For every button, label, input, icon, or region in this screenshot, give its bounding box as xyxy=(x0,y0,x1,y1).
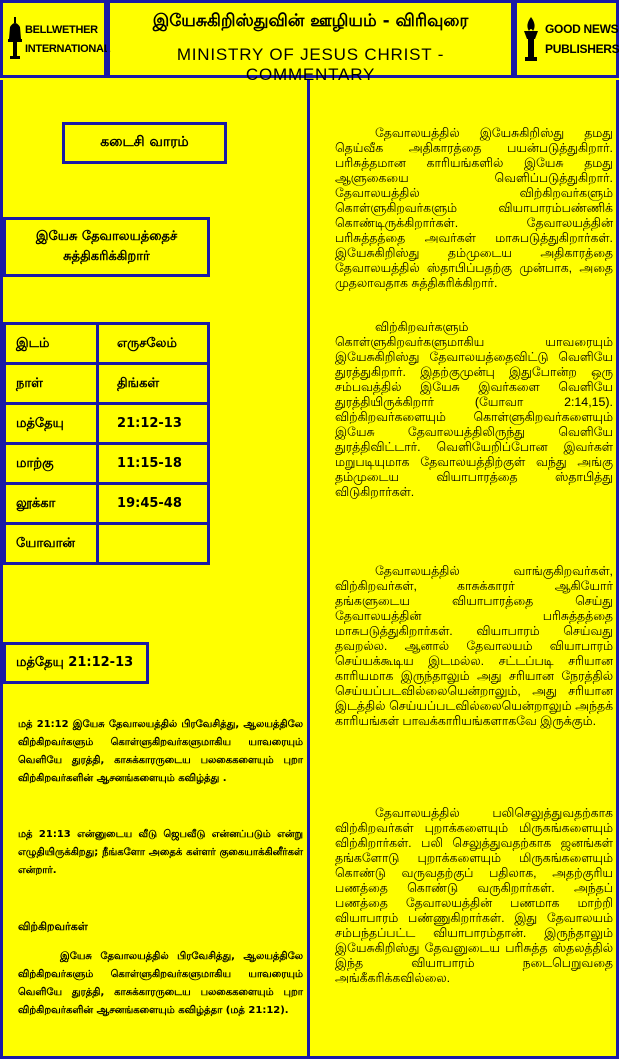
bellwether-logo-text xyxy=(25,21,110,59)
event-label-box xyxy=(3,217,210,277)
bellwether-logo xyxy=(0,0,111,78)
row-label: மாற்கு xyxy=(5,444,98,484)
logo-line-1: BELLWETHER xyxy=(25,24,98,36)
row-value: எருசலேம் xyxy=(98,324,209,364)
title-block xyxy=(107,0,514,84)
page-header xyxy=(0,0,619,84)
commentary-paragraph-4: தேவாலயத்தில் பலிசெலுத்துவதற்காக விற்கிறவர்கள் புறாக்களையும் மிருகங்களையும் விற்கிறார்கள். பலி செலுத்துவதற்காக ஜனங்கள் தங்களோடு புறாக்களையும் மிருகங்களையும் கொண்டு வருவதற்குப் பதிலாக, அதற்குரிய பணத்தை கொண்டு வருகிறார்கள். அந்தப் பணத்தை தேவாலயத்தின் பணமாக மாற்றி வியாபாரம் பண்ணுகிறார்கள். இது தேவாலயம் சம்பந்தப்பட்ட வியாபாரம்தான். இருந்தாலும் இயேசுகிறிஸ்து தேவனுடைய பரிசுத்த ஸ்தலத்தில் இந்த வியாபாரம் நடைபெறுவதை அங்கீகரிக்கவில்லை. xyxy=(335,806,613,985)
row-value: திங்கள் xyxy=(98,364,209,404)
table-row xyxy=(5,524,209,564)
good-news-logo-text xyxy=(545,19,619,59)
reference-label-box xyxy=(3,642,149,684)
good-news-logo xyxy=(514,0,619,78)
week-label: கடைசி வாரம் xyxy=(100,134,189,150)
reference-table xyxy=(3,322,210,565)
row-label: லூக்கா xyxy=(5,484,98,524)
row-value xyxy=(98,524,209,564)
table-row xyxy=(5,404,209,444)
title-english: MINISTRY OF JESUS CHRIST - COMMENTARY xyxy=(176,45,445,84)
row-value: 21:12-13 xyxy=(98,404,209,444)
row-value: 11:15-18 xyxy=(98,444,209,484)
table-row xyxy=(5,484,209,524)
event-label: இயேசு தேவாலயத்தைச் சுத்திகரிக்கிறார் xyxy=(35,229,178,264)
bell-icon xyxy=(7,17,23,61)
week-label-box xyxy=(62,122,227,164)
torch-icon xyxy=(521,17,541,63)
commentary-paragraph-2: விற்கிறவர்களும் கொள்ளுகிறவர்களுமாகிய யாவரையும் இயேசுகிறிஸ்து தேவாலயத்தைவிட்டு வெளியே துரத்துகிறார். இதற்குமுன்பு இதுபோன்ற ஒரு சம்பவத்தில் இயேசு இவர்களை வெளியே துரத்தியிருக்கிறார் (யோவா 2:14,15). விற்கிறவர்களையும் கொள்ளுகிறவர்களையும் இயேசு தேவாலயத்திலிருந்து வெளியே துரத்திவிட்டார். வெளியேறிப்போன இவர்கள் மறுபடியுமாக தேவாலயத்திற்குள் வந்து அங்கு தம்முடைய வியாபாரத்தை ஸ்தாபித்து விடுகிறார்கள். xyxy=(335,320,613,499)
reference-label: மத்தேயு 21:12-13 xyxy=(16,655,134,670)
row-label: இடம் xyxy=(5,324,98,364)
commentary-paragraph-3: தேவாலயத்தில் வாங்குகிறவர்கள், விற்கிறவர்கள், காசுக்காரர் ஆகியோர் தங்களுடைய வியாபாரத்தை செய்து தேவாலயத்தின் பரிசுத்தத்தை மாசுபடுத்துகிறார்கள். வியாபாரம் செய்வது தவறல்ல. ஆனால் தேவாலயம் வியாபாரம் செய்யக்கூடிய இடமல்ல. சட்டப்படி சரியான காரியமாக இருந்தாலும் அது சரியான நேரத்தில் செய்யப்படவில்லையென்றாலும், அது சரியான இடத்தில் செய்யப்படவில்லையென்றாலும் அந்தக் காரியங்கள் பாவக்காரியங்களாகவே இருக்கும். xyxy=(335,564,613,728)
logo-line-1: GOOD NEWS xyxy=(545,22,619,36)
row-label: மத்தேயு xyxy=(5,404,98,444)
logo-line-2: PUBLISHERS xyxy=(545,42,619,56)
table-row xyxy=(5,444,209,484)
verse-1: மத் 21:12 இயேசு தேவாலயத்தில் பிரவேசித்து, ஆலயத்திலே விற்கிறவர்களும் கொள்ளுகிறவர்களுமாகிய யாவரையும் வெளியே துரத்தி, காசுக்காரருடைய பலகைகளையும் புறா விற்கிறவர்களின் ஆசனங்களையும் கவிழ்த்து . xyxy=(18,719,303,784)
verse-2: மத் 21:13 என்னுடைய வீடு ஜெபவீடு என்னப்படும் என்று எழுதியிருக்கிறது; நீங்களோ அதைக் கள்ளர் குகையாக்கினீர்கள் என்றார். xyxy=(18,829,303,876)
table-row xyxy=(5,324,209,364)
row-value: 19:45-48 xyxy=(98,484,209,524)
row-label: நாள் xyxy=(5,364,98,404)
table-row xyxy=(5,364,209,404)
logo-line-2: INTERNATIONAL xyxy=(25,43,111,55)
subheading: விற்கிறவர்கள் xyxy=(18,920,88,933)
title-tamil: இயேசுகிறிஸ்துவின் ஊழியம் - விரிவுரை xyxy=(152,11,469,31)
row-label: யோவான் xyxy=(5,524,98,564)
commentary-paragraph-1: தேவாலயத்தில் இயேசுகிறிஸ்து தமது தெய்வீக அதிகாரத்தை பயன்படுத்துகிறார். பரிசுத்தமான காரியங்களில் இயேசு தமது ஆளுகையை வெளிப்படுத்துகிறார். தேவாலயத்தில் விற்கிறவர்களும் கொள்ளுகிறவர்களும் வியாபாரம்பண்ணிக் கொண்டிருக்கிறார்கள். தேவாலயத்தின் பரிசுத்தத்தை அவர்கள் மாசுபடுத்துகிறார்கள். இயேசுகிறிஸ்து தம்முடைய அதிகாரத்தை தேவாலயத்தில் ஸ்தாபிப்பதற்கு முன்பாக, அதை முதலாவதாக சுத்திகரிக்கிறார். xyxy=(335,126,613,290)
paragraph-3: இயேசு தேவாலயத்தில் பிரவேசித்து, ஆலயத்திலே விற்கிறவர்களும் கொள்ளுகிறவர்களுமாகிய யாவரையும் வெளியே துரத்தி, காசுக்காரருடைய பலகைகளையும் புறா விற்கிறவர்களின் ஆசனங்களையும் கவிழ்த்தா (மத் 21:12). xyxy=(18,951,303,1016)
